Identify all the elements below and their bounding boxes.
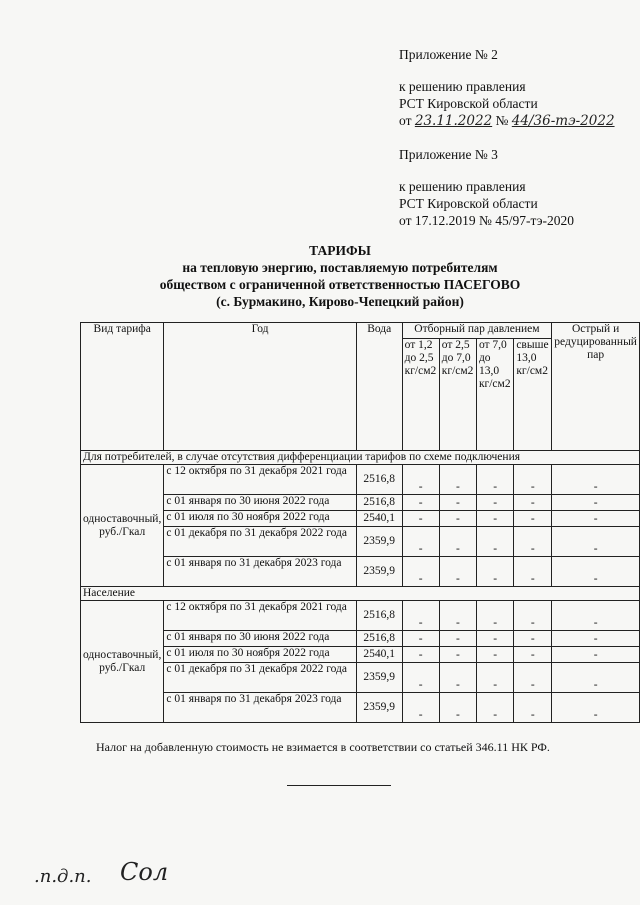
header-steam: Отборный пар давлением <box>402 323 552 339</box>
appendix-2-title: Приложение № 2 <box>399 47 498 62</box>
dash-cell: - <box>402 511 439 527</box>
dash-cell: - <box>476 495 513 511</box>
dash-cell: - <box>476 527 513 557</box>
period-cell: с 12 октября по 31 декабря 2021 года <box>164 465 356 495</box>
period-cell: с 01 июля по 30 ноября 2022 года <box>164 647 356 663</box>
water-value: 2359,9 <box>356 663 402 693</box>
dash-cell: - <box>439 527 476 557</box>
dash-cell: - <box>476 631 513 647</box>
dash-cell: - <box>514 663 552 693</box>
header-kind: Вид тарифа <box>81 323 164 451</box>
table-row <box>81 495 640 511</box>
period-cell: с 01 декабря по 31 декабря 2022 года <box>164 663 356 693</box>
dash-cell: - <box>514 495 552 511</box>
dash-cell: - <box>514 693 552 723</box>
header-steam-col-4: свыше 13,0 кг/см2 <box>514 339 552 451</box>
period-cell: с 01 января по 31 декабря 2023 года <box>164 557 356 587</box>
table-row <box>81 647 640 663</box>
dash-cell: - <box>476 693 513 723</box>
water-value: 2516,8 <box>356 465 402 495</box>
dash-cell: - <box>476 647 513 663</box>
appendix-3-title: Приложение № 3 <box>399 147 498 162</box>
appendix-3-line2: РСТ Кировской области <box>399 196 538 211</box>
dash-cell: - <box>439 647 476 663</box>
water-value: 2516,8 <box>356 495 402 511</box>
header-water: Вода <box>356 323 402 451</box>
signature-left: .п.д.п. <box>34 866 92 887</box>
table-row <box>81 601 640 631</box>
dash-cell: - <box>514 601 552 631</box>
divider-line <box>287 785 391 786</box>
table-row <box>81 693 640 723</box>
heading-line-4: (с. Бурмакино, Кирово-Чепецкий район) <box>216 294 464 309</box>
tariffs-heading <box>40 242 640 310</box>
appendix-2-line1: к решению правления <box>399 79 526 94</box>
section-row <box>81 587 640 601</box>
appendix-2-header <box>399 46 615 130</box>
period-cell: с 01 января по 31 декабря 2023 года <box>164 693 356 723</box>
section-title: Население <box>81 587 640 601</box>
table-row <box>81 557 640 587</box>
dash-cell: - <box>402 527 439 557</box>
dash-cell: - <box>402 663 439 693</box>
dash-cell: - <box>402 647 439 663</box>
dash-cell: - <box>439 663 476 693</box>
header-period: Год <box>164 323 356 451</box>
dash-cell: - <box>439 557 476 587</box>
dash-cell: - <box>514 511 552 527</box>
period-cell: с 01 декабря по 31 декабря 2022 года <box>164 527 356 557</box>
water-value: 2516,8 <box>356 601 402 631</box>
dash-cell: - <box>514 557 552 587</box>
dash-cell: - <box>402 631 439 647</box>
dash-cell: - <box>552 527 640 557</box>
handwritten-date: 23.11.2022 <box>414 113 493 129</box>
dash-cell: - <box>439 601 476 631</box>
dash-cell: - <box>476 557 513 587</box>
tariff-kind: одноставочный, руб./Гкал <box>81 465 164 587</box>
dash-cell: - <box>514 527 552 557</box>
appendix-3-line3: от 17.12.2019 № 45/97-тэ-2020 <box>399 213 574 228</box>
dash-cell: - <box>514 647 552 663</box>
water-value: 2359,9 <box>356 693 402 723</box>
heading-line-1: ТАРИФЫ <box>309 243 371 258</box>
appendix-3-line1: к решению правления <box>399 179 526 194</box>
tariff-kind: одноставочный, руб./Гкал <box>81 601 164 723</box>
dash-cell: - <box>552 647 640 663</box>
dash-cell: - <box>402 557 439 587</box>
water-value: 2516,8 <box>356 631 402 647</box>
table-row <box>81 527 640 557</box>
dash-cell: - <box>476 465 513 495</box>
dash-cell: - <box>514 465 552 495</box>
header-sharp-steam: Острый и редуцированный пар <box>552 323 640 451</box>
water-value: 2540,1 <box>356 647 402 663</box>
table-row <box>81 663 640 693</box>
water-value: 2359,9 <box>356 557 402 587</box>
vat-note: Налог на добавленную стоимость не взимается в соответствии со статьей 346.11 НК РФ. <box>96 740 550 754</box>
period-cell: с 01 июля по 30 ноября 2022 года <box>164 511 356 527</box>
table-row <box>81 631 640 647</box>
period-cell: с 12 октября по 31 декабря 2021 года <box>164 601 356 631</box>
dash-cell: - <box>476 511 513 527</box>
dash-cell: - <box>476 663 513 693</box>
dash-cell: - <box>439 495 476 511</box>
appendix-2-line2: РСТ Кировской области <box>399 96 538 111</box>
water-value: 2359,9 <box>356 527 402 557</box>
dash-cell: - <box>402 465 439 495</box>
dash-cell: - <box>439 511 476 527</box>
dash-cell: - <box>552 601 640 631</box>
table-header-row <box>81 323 640 339</box>
dash-cell: - <box>439 631 476 647</box>
water-value: 2540,1 <box>356 511 402 527</box>
dash-cell: - <box>514 631 552 647</box>
heading-line-3: обществом с ограниченной ответственностью ПАСЕГОВО <box>159 277 521 292</box>
dash-cell: - <box>552 663 640 693</box>
heading-line-2: на тепловую энергию, поставляемую потребителям <box>182 260 498 275</box>
period-cell: с 01 января по 30 июня 2022 года <box>164 495 356 511</box>
section-title: Для потребителей, в случае отсутствия дифференциации тарифов по схеме подключения <box>81 451 640 465</box>
appendix-2-decision-line: от 23.11.2022 № 44/36-тэ-2022 <box>399 113 615 129</box>
handwritten-number: 44/36-тэ-2022 <box>511 113 615 129</box>
table-row <box>81 465 640 495</box>
dash-cell: - <box>402 601 439 631</box>
dash-cell: - <box>552 465 640 495</box>
tariff-table <box>80 322 640 723</box>
appendix-3-header <box>399 146 574 229</box>
section-row <box>81 451 640 465</box>
header-steam-col-2: от 2,5 до 7,0 кг/см2 <box>439 339 476 451</box>
dash-cell: - <box>402 495 439 511</box>
dash-cell: - <box>439 693 476 723</box>
signature-right: Сол <box>120 858 169 886</box>
header-steam-col-3: от 7,0 до 13,0 кг/см2 <box>476 339 513 451</box>
dash-cell: - <box>476 601 513 631</box>
dash-cell: - <box>439 465 476 495</box>
dash-cell: - <box>552 693 640 723</box>
dash-cell: - <box>552 631 640 647</box>
header-steam-col-1: от 1,2 до 2,5 кг/см2 <box>402 339 439 451</box>
dash-cell: - <box>552 557 640 587</box>
table-row <box>81 511 640 527</box>
dash-cell: - <box>552 511 640 527</box>
period-cell: с 01 января по 30 июня 2022 года <box>164 631 356 647</box>
dash-cell: - <box>402 693 439 723</box>
dash-cell: - <box>552 495 640 511</box>
